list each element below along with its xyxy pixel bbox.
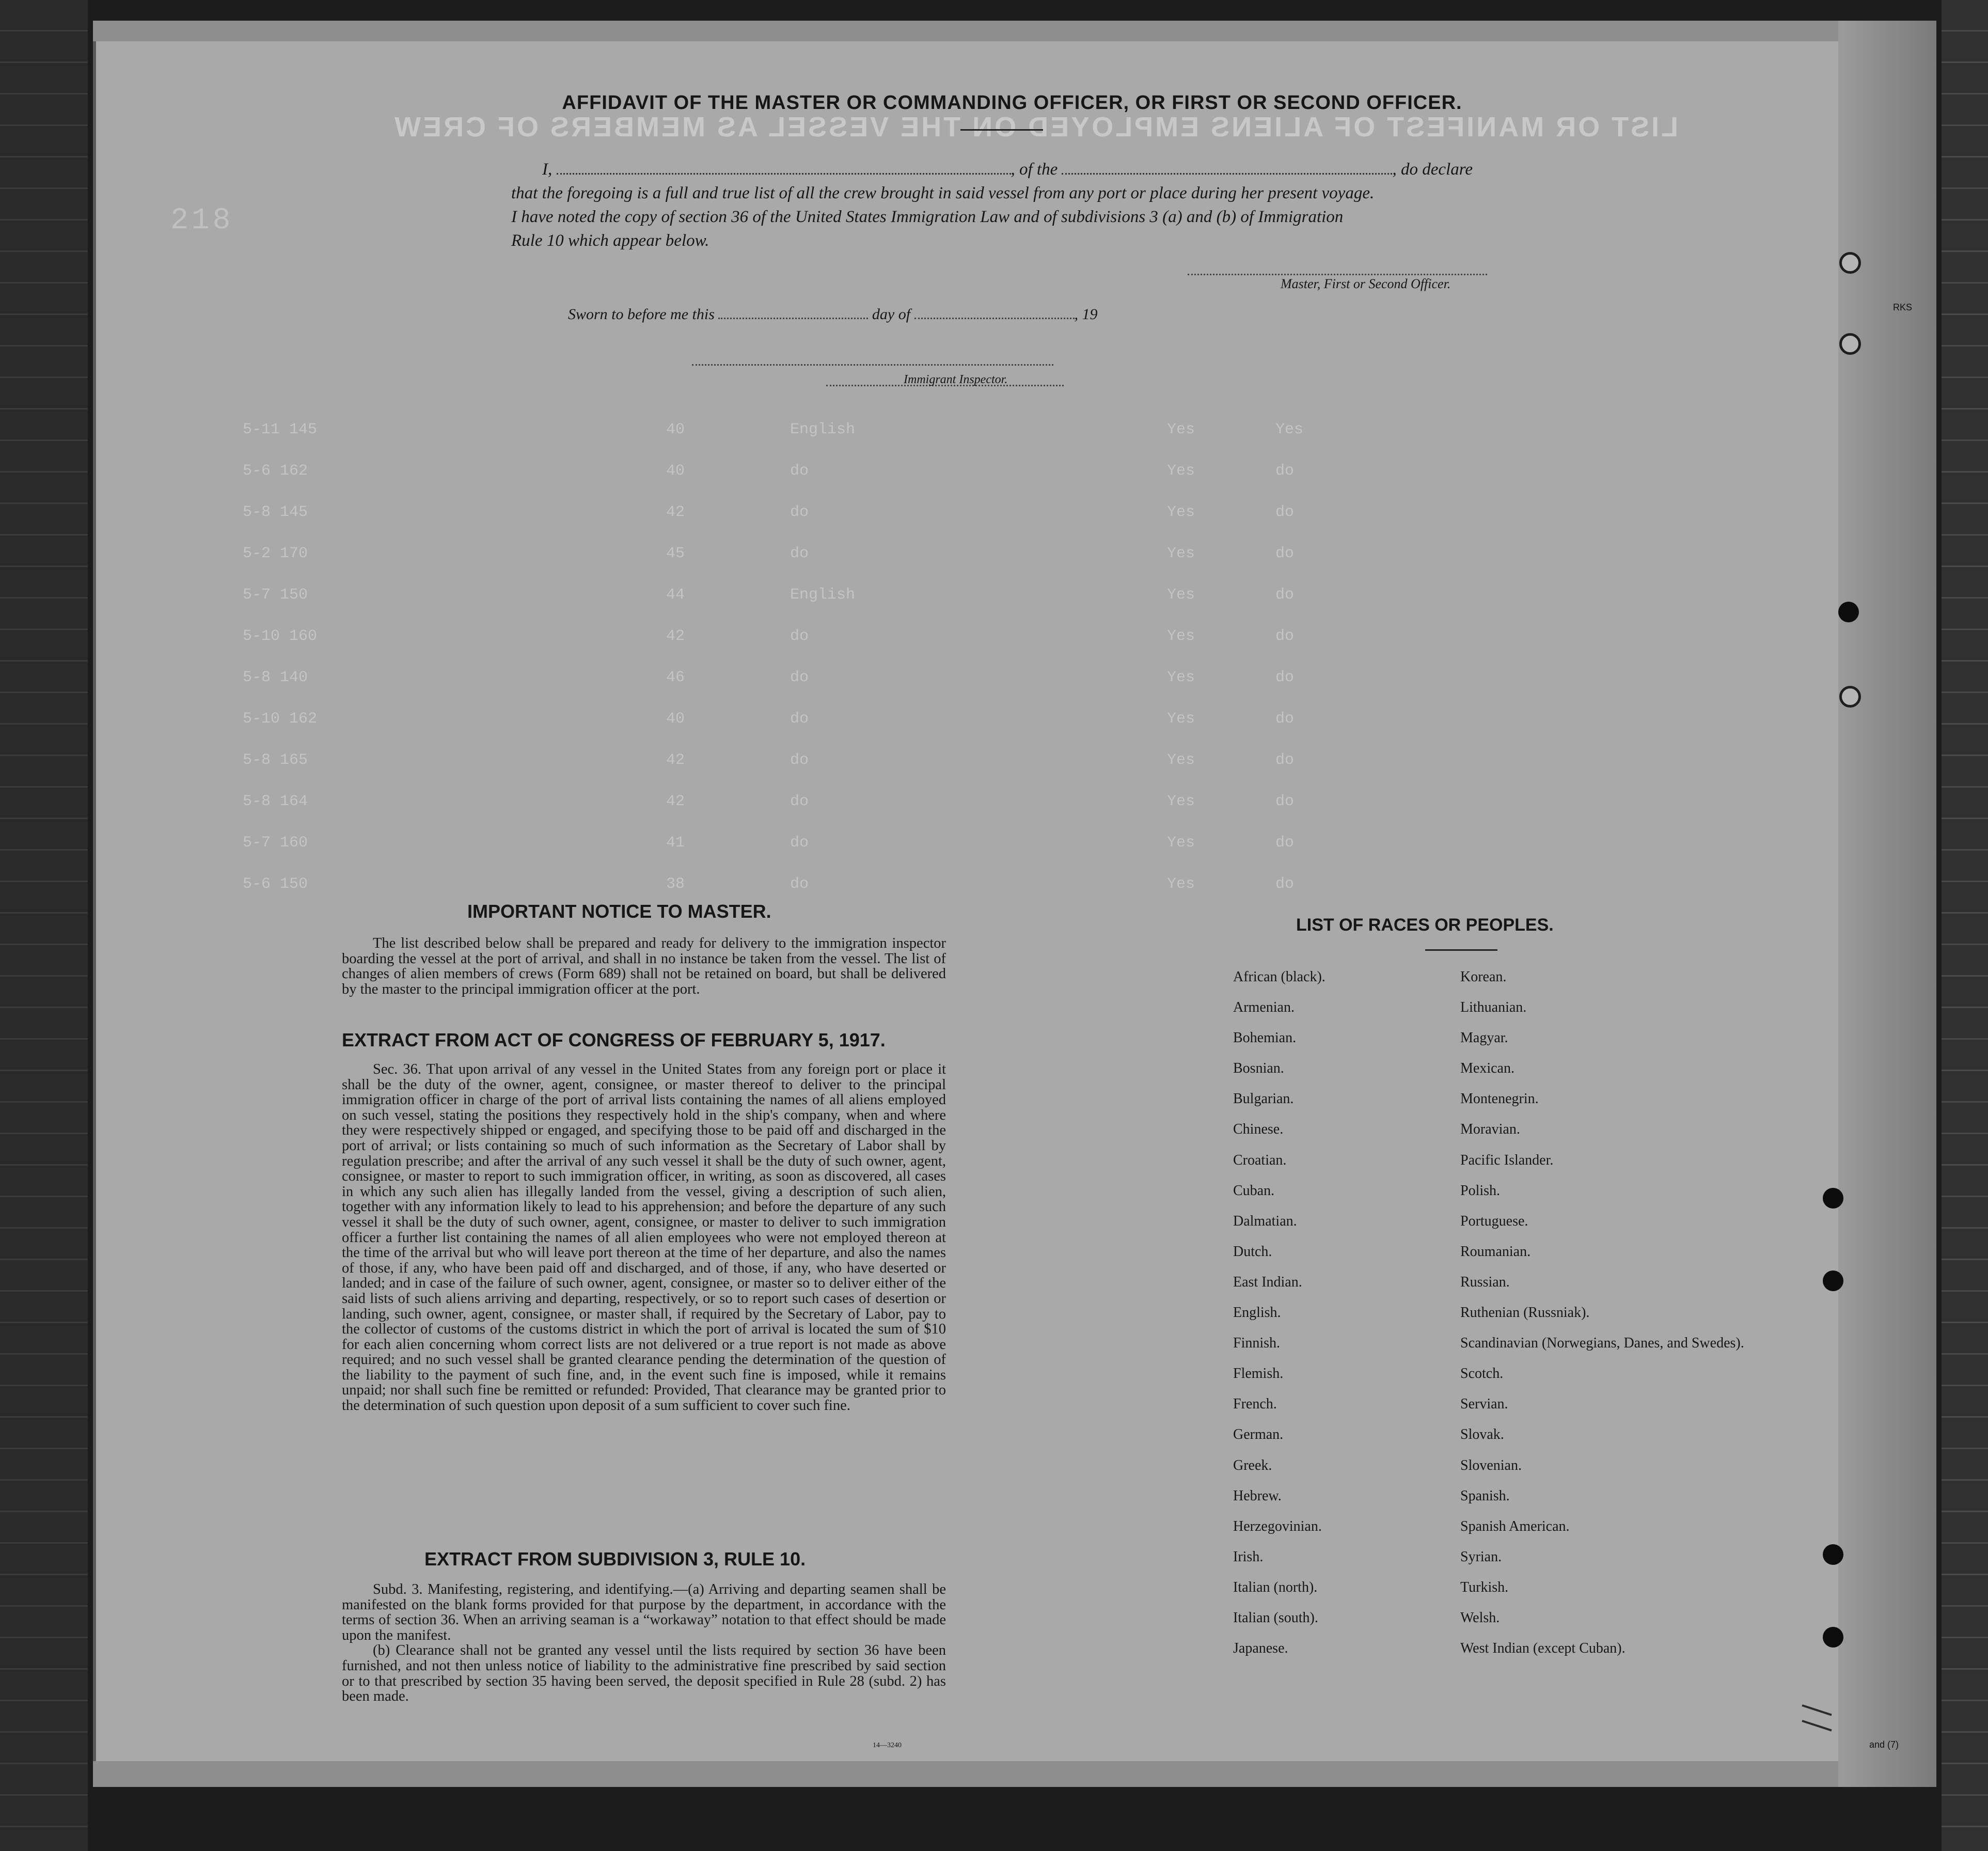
bleed-through-cell: do [1275,586,1295,604]
bleed-through-cell: do [1275,834,1295,852]
bleed-through-cell: Yes [1275,421,1304,438]
race-item: Croatian. [1233,1152,1287,1168]
race-item: Chinese. [1233,1121,1284,1138]
race-item: Japanese. [1233,1640,1288,1657]
affidavit-text [511,158,1518,253]
affidavit-line-2: that the foregoing is a full and true list of all the crew brought in said vessel from any port or place during her present voyage. [511,184,1375,202]
bleed-through-cell: Yes [1167,875,1195,893]
sworn-line [568,306,1098,323]
bleed-through-cell: do [1275,545,1295,562]
race-item: Italian (north). [1233,1579,1318,1595]
race-item: German. [1233,1426,1284,1443]
bleed-through-cell: do [790,834,809,852]
bleed-through-cell: Yes [1167,710,1195,728]
sworn-day-of: day of [872,306,911,323]
race-item: West Indian (except Cuban). [1460,1640,1626,1657]
form-number: 14—3240 [873,1742,902,1749]
race-item: Herzegovinian. [1233,1518,1322,1534]
bleed-through-row [243,751,1885,772]
bleed-through-row [243,793,1885,813]
bleed-through-cell: 5-8 165 [243,751,308,769]
punch-hole [1823,1270,1843,1291]
race-item: Hebrew. [1233,1487,1282,1504]
race-item: Syrian. [1460,1548,1502,1565]
bleed-through-row [243,586,1885,607]
act-heading: EXTRACT FROM ACT OF CONGRESS OF FEBRUARY 5, 1917. [342,1029,886,1050]
bleed-through-cell: 5-6 150 [243,875,308,893]
race-item: Scotch. [1460,1366,1504,1382]
race-item: Montenegrin. [1460,1091,1539,1107]
race-item: Slovenian. [1460,1457,1522,1473]
bleed-through-cell: 42 [666,504,685,521]
race-item: Turkish. [1460,1579,1509,1595]
race-item: Roumanian. [1460,1243,1531,1260]
bleed-through-cell: 5-10 160 [243,628,318,645]
act-text [342,1062,946,1414]
bleed-through-cell: do [790,628,809,645]
race-item: Armenian. [1233,999,1295,1016]
race-item: African (black). [1233,969,1326,985]
inspector-label: Immigrant Inspector. [904,373,1008,386]
edge-text-bottom: and (7) [1869,1739,1899,1750]
race-item: Mexican. [1460,1060,1514,1077]
sworn-text: Sworn to before me this [568,306,715,323]
bleed-through-row [243,710,1885,731]
bleed-through-cell: 38 [666,875,685,893]
race-item: Welsh. [1460,1609,1500,1626]
bleed-through-cell: 42 [666,793,685,810]
bleed-through-cell: 5-8 164 [243,793,308,810]
sworn-year: , 19 [1074,306,1098,323]
bleed-through-cell: do [1275,462,1295,480]
right-ruled-ledger [1942,0,1988,1851]
bleed-through-cell: do [1275,751,1295,769]
bleed-through-cell: 5-7 150 [243,586,308,604]
bleed-through-cell: Yes [1167,586,1195,604]
bleed-through-cell: do [790,793,809,810]
bleed-through-cell: Yes [1167,669,1195,686]
race-item: Slovak. [1460,1426,1504,1443]
bleed-through-row [243,421,1885,442]
punch-hole [1823,1544,1843,1565]
bleed-through-stamp-number: 218 [170,204,234,238]
bleed-through-cell: do [790,875,809,893]
race-item: Polish. [1460,1182,1501,1199]
affidavit-line-4: Rule 10 which appear below. [511,231,709,250]
race-item: Korean. [1460,969,1507,985]
bleed-through-cell: 5-7 160 [243,834,308,852]
bleed-through-cell: 42 [666,751,685,769]
race-item: Italian (south). [1233,1609,1318,1626]
bleed-through-cell: 40 [666,462,685,480]
race-item: Finnish. [1233,1335,1281,1352]
punch-hole [1838,602,1859,622]
race-item: English. [1233,1305,1281,1321]
bleed-through-cell: Yes [1167,504,1195,521]
sheet-edge-shadow [1838,21,1936,1787]
bleed-through-cell: 5-2 170 [243,545,308,562]
race-item: Cuban. [1233,1182,1275,1199]
bleed-through-cell: Yes [1167,421,1195,438]
notice-text [342,936,946,997]
race-item: Russian. [1460,1274,1510,1290]
bleed-through-cell: 41 [666,834,685,852]
races-right-column [1460,962,1744,1664]
punch-hole-ring [1839,686,1861,708]
bleed-through-cell: do [790,669,809,686]
bleed-through-cell: Yes [1167,545,1195,562]
bleed-through-cell: 45 [666,545,685,562]
bleed-through-row [243,875,1885,896]
race-item: Spanish. [1460,1487,1510,1504]
race-item: Portuguese. [1460,1213,1528,1229]
bleed-through-cell: do [790,504,809,521]
sworn-day-field[interactable] [718,318,868,319]
race-item: Lithuanian. [1460,999,1527,1016]
bleed-through-cell: do [1275,504,1295,521]
race-item: Ruthenian (Russniak). [1460,1305,1590,1321]
race-item: East Indian. [1233,1274,1302,1290]
name-field[interactable] [557,173,1011,175]
race-item: Flemish. [1233,1366,1284,1382]
punch-hole [1823,1188,1843,1209]
race-item: Irish. [1233,1548,1264,1565]
rule-paragraph-b: (b) Clearance shall not be granted any vessel until the lists required by section 36 have been furnished, and not then unless notice of liability to the administrative fine prescribed by said section or to that prescribed by section 35 having been served, the deposit specified in Rule 28 (subd. 2) has been made. [342,1642,946,1705]
bleed-through-cell: Yes [1167,462,1195,480]
bleed-through-cell: 46 [666,669,685,686]
bleed-through-row [243,628,1885,648]
affidavit-i: I, [542,160,553,179]
race-item: French. [1233,1396,1277,1413]
edge-text-top: RKS [1893,302,1913,312]
bleed-through-cell: English [790,586,856,604]
race-item: Scandinavian (Norwegians, Danes, and Swedes). [1460,1335,1744,1352]
bleed-through-cell: do [790,462,809,480]
race-item: Servian. [1460,1396,1508,1413]
signature-label: Master, First or Second Officer. [1281,276,1451,291]
race-item: Bulgarian. [1233,1091,1294,1107]
bleed-through-cell: 5-6 162 [243,462,308,480]
bleed-through-cell: do [790,751,809,769]
bleed-through-cell: do [1275,628,1295,645]
race-item: Bohemian. [1233,1030,1297,1046]
bleed-through-cell: 40 [666,710,685,728]
bleed-through-cell: 5-11 145 [243,421,318,438]
bleed-through-row [243,834,1885,855]
race-item: Moravian. [1460,1121,1520,1138]
bleed-through-cell: do [1275,875,1295,893]
race-item: Dutch. [1233,1243,1272,1260]
bleed-through-cell: 40 [666,421,685,438]
sworn-month-field[interactable] [914,318,1075,319]
bleed-through-cell: 5-10 162 [243,710,318,728]
bleed-through-row [243,462,1885,483]
rule-text [342,1582,946,1704]
affidavit-do-declare: , do declare [1392,160,1473,179]
race-item: Greek. [1233,1457,1272,1473]
vessel-field[interactable] [1062,173,1392,175]
notice-heading: IMPORTANT NOTICE TO MASTER. [467,901,771,922]
affidavit-title: AFFIDAVIT OF THE MASTER OR COMMANDING OFFICER, OR FIRST OR SECOND OFFICER. [562,92,1462,114]
race-item: Dalmatian. [1233,1213,1297,1229]
races-left-column [1233,962,1326,1664]
bleed-through-cell: 5-8 140 [243,669,308,686]
affidavit-line-1 [511,158,1518,181]
bleed-through-cell: 44 [666,586,685,604]
bleed-through-row [243,504,1885,524]
left-ruled-ledger [0,0,88,1851]
punch-hole-ring [1839,333,1861,355]
bleed-through-cell: do [1275,669,1295,686]
rule-heading: EXTRACT FROM SUBDIVISION 3, RULE 10. [424,1548,806,1570]
bleed-through-cell: English [790,421,856,438]
bleed-through-row [243,545,1885,566]
bleed-through-cell: Yes [1167,793,1195,810]
race-item: Spanish American. [1460,1518,1570,1534]
inspector-line[interactable] [692,364,1053,366]
bleed-through-cell: do [1275,793,1295,810]
punch-hole-ring [1839,252,1861,274]
race-item: Bosnian. [1233,1060,1284,1077]
act-paragraph: Sec. 36. That upon arrival of any vessel in the United States from any foreign port or place it shall be the duty of the owner, agent, consignee, or master thereof to deliver to the principal immigration officer in charge of the port of arrival lists containing the names of all aliens employed on such vessel, stating the positions they respectively hold in the ship's company, when and where they were respectively shipped or engaged, and specifying those to be paid off and discharged in the port of arrival; or lists containing so much of such information as the Secretary of Labor shall by regulation prescribe; and after the arrival of any such vessel it shall be the duty of such owner, agent, consignee, or master to report to such immigration officer, in writing, as soon as discovered, all cases in which any such alien has illegally landed from the vessel, giving a description of such alien, together with any information likely to lead to his apprehension; and before the departure of any such vessel it shall be the duty of such owner, agent, consignee, or master to deliver to such immigration officer a further list containing the names of all alien employees who were not employed thereon at the time of the arrival but who will leave port thereon at the time of her departure, and also the names of those, if any, who have been paid off and discharged, and of those, if any, who have deserted or landed; and in case of the failure of such owner, agent, consignee, or master so to deliver either of the said lists of such aliens arriving and departing, respectively, or so to report such cases of desertion or landing, such owner, agent, consignee, or master shall, if required by the Secretary of Labor, pay to the collector of customs of the customs district in which the port of arrival is located the sum of $10 for each alien concerning whom correct lists are not delivered or a true report is not made as above required; and no such vessel shall be granted clearance pending the determination of the question of the liability to the payment of such fine, and, in the event such fine is imposed, while it remains unpaid; nor shall such fine be remitted or refunded: Provided, That clearance may be granted prior to the determination of such question upon deposit of a sum sufficient to cover such fine. [342,1061,946,1414]
notice-paragraph: The list described below shall be prepared and ready for delivery to the immigration inspector boarding the vessel at the port of arrival, and shall in no instance be taken from the vessel. The list of changes of alien members of crews (Form 689) shall not be retained on board, but shall be delivered by the master to the principal immigration officer at the port. [342,935,946,997]
bleed-through-cell: 5-8 145 [243,504,308,521]
bleed-through-cell: Yes [1167,751,1195,769]
race-item: Pacific Islander. [1460,1152,1554,1168]
bleed-through-cell: 42 [666,628,685,645]
races-heading: LIST OF RACES OR PEOPLES. [1296,915,1554,935]
bleed-through-cell: do [790,545,809,562]
bleed-through-cell: do [1275,710,1295,728]
affidavit-of-the: , of the [1011,160,1058,179]
race-item: Magyar. [1460,1030,1508,1046]
bleed-through-row [243,669,1885,689]
punch-hole [1823,1627,1843,1648]
bleed-through-cell: do [790,710,809,728]
signature-line[interactable] [1188,274,1487,275]
rule-paragraph-a: Subd. 3. Manifesting, registering, and identifying.—(a) Arriving and departing seamen shall be manifested on the blank forms provided for that purpose by the department, in accordance with the terms of section 36. When an arriving seaman is a “workaway” notation to that effect should be made upon the manifest. [342,1581,946,1643]
bleed-through-cell: Yes [1167,834,1195,852]
bleed-through-title: LIST OR MANIFEST OF ALIENS EMPLOYED ON THE VESSEL AS MEMBERS OF CREW [392,112,1679,143]
affidavit-line-3: I have noted the copy of section 36 of the United States Immigration Law and of subdivisions 3 (a) and (b) of Immigration [511,208,1344,226]
title-underline [960,129,1043,131]
bleed-through-cell: Yes [1167,628,1195,645]
races-underline [1425,949,1497,951]
